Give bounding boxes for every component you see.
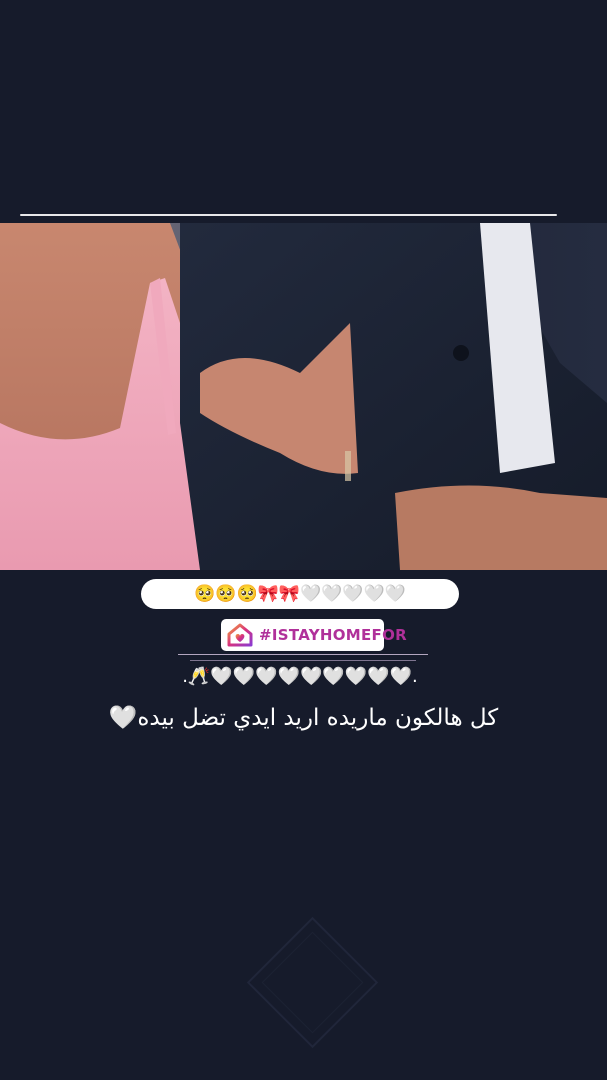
story-progress-segment [20,214,557,216]
story-progress-bar [20,214,557,217]
emoji-sticker-text: 🥺🥺🥺🎀🎀🤍🤍🤍🤍🤍 [194,584,406,604]
divider-line [178,654,428,655]
story-photo[interactable] [0,223,607,570]
house-heart-icon [225,621,255,649]
hearts-text[interactable]: .🥂🤍🤍🤍🤍🤍🤍🤍🤍🤍. [182,666,418,687]
emoji-sticker[interactable] [141,579,459,609]
divider-line [190,660,416,661]
diamond-outline-icon [235,905,390,1060]
hashtag-label: #ISTAYHOMEFOR [259,626,407,644]
photo-illustration [0,223,607,570]
hashtag-sticker[interactable] [221,619,407,651]
story-caption[interactable]: كل هالكون ماريده اريد ايدي تضل بيده🤍 [108,705,499,731]
